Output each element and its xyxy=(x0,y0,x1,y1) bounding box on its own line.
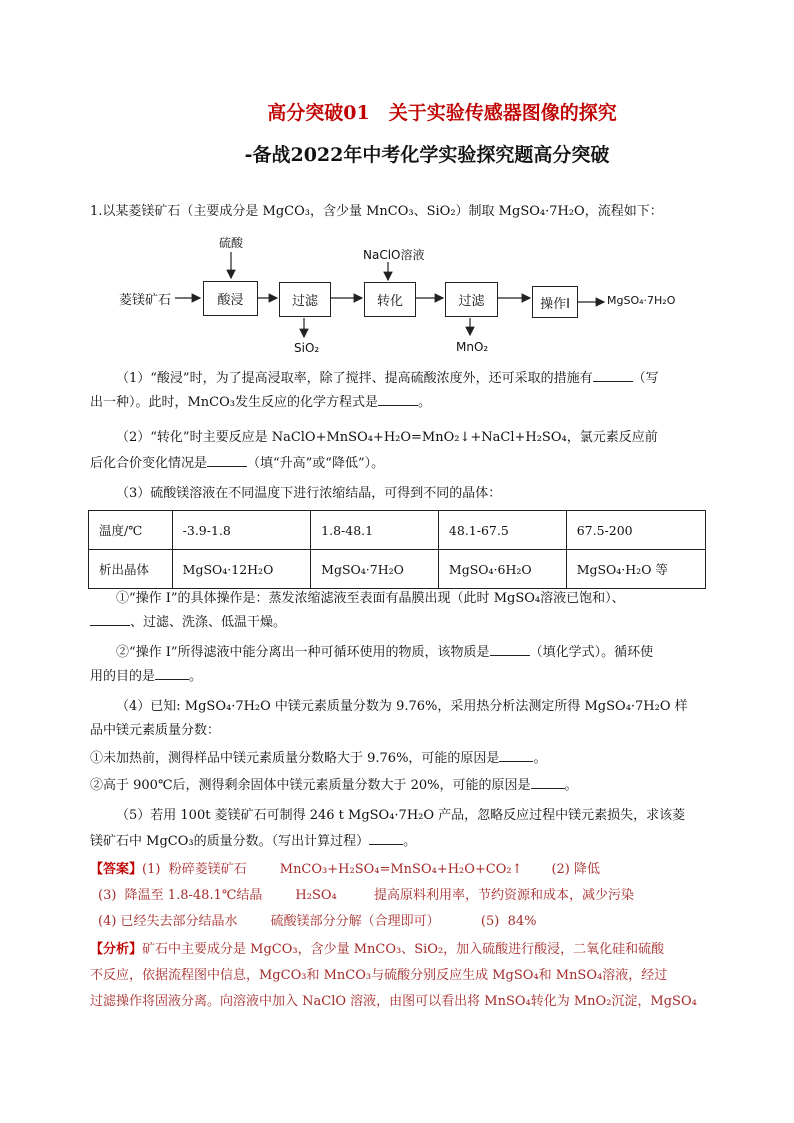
q3-2-blank-2[interactable] xyxy=(155,667,189,680)
table-cell: MgSO₄·6H₂O xyxy=(438,550,566,589)
question-intro: 1.以某菱镁矿石（主要成分是 MgCO₃，含少量 MnCO₃、SiO₂）制取 MgSO₄·7H₂O，流程如下： xyxy=(90,204,663,219)
q5-text-b: 镁矿石中 MgCO₃的质量分数。（写出计算过程） xyxy=(90,834,370,849)
question-3-2-cont xyxy=(90,667,706,687)
q4-1-text-a: ①未加热前，测得样品中镁元素质量分数略大于 9.76%，可能的原因是 xyxy=(90,751,500,766)
flow-sulfuric-acid-label: 硫酸 xyxy=(219,236,244,250)
q1-blank-2[interactable] xyxy=(378,393,418,406)
q1-blank-1[interactable] xyxy=(593,369,633,382)
question-4: （4）已知: MgSO₄·7H₂O 中镁元素质量分数为 9.76%，采用热分析法测定所得 MgSO₄·7H₂O 样 xyxy=(116,699,688,714)
question-1-cont xyxy=(90,393,706,413)
analysis-tag: 【分析】 xyxy=(90,942,143,957)
q4-1-text-b: 。 xyxy=(533,751,547,766)
q3-1-blank[interactable] xyxy=(90,613,130,626)
flow-naclo-label: NaClO溶液 xyxy=(363,248,425,262)
question-3-intro: （3）硫酸镁溶液在不同温度下进行浓缩结晶，可得到不同的晶体： xyxy=(116,486,502,501)
flow-product-label: MgSO₄·7H₂O xyxy=(607,294,676,307)
q5-blank[interactable] xyxy=(369,832,403,845)
crystal-table xyxy=(88,510,706,589)
answer-text-1: (1) 粉碎菱镁矿石 MnCO₃+H₂SO₄=MnSO₄+H₂O+CO₂↑ (2) 降低 xyxy=(142,862,600,877)
table-cell: MgSO₄·7H₂O xyxy=(311,550,439,589)
table-cell: 1.8-48.1 xyxy=(311,511,439,550)
question-3-1-cont xyxy=(90,613,706,633)
flow-step-acid-leach: 酸浸 xyxy=(203,281,258,316)
table-row xyxy=(89,511,706,550)
q3-1-text-b: 、过滤、洗涤、低温干燥。 xyxy=(130,615,287,630)
flow-step-filter-2: 过滤 xyxy=(445,282,498,317)
q2-text-c: （填“升高”或“降低”）。 xyxy=(247,456,385,471)
table-cell: MgSO₄·H₂O 等 xyxy=(566,550,705,589)
question-5: （5）若用 100t 菱镁矿石可制得 246 t MgSO₄·7H₂O 产品，忽略反应过程中镁元素损失，求该菱 xyxy=(116,808,686,823)
analysis-line-2: 不反应，依据流程图中信息，MgCO₃和 MnCO₃与硫酸分别反应生成 MgSO₄和 MnSO₄溶液，经过 xyxy=(90,968,668,983)
q3-2-text-b: （填化学式）。循环使 xyxy=(529,645,654,660)
question-4-1 xyxy=(90,749,706,769)
table-cell: 析出晶体 xyxy=(89,550,173,589)
question-2-cont xyxy=(90,454,706,474)
q1-text-c: 出一种）。此时，MnCO₃发生反应的化学方程式是 xyxy=(90,395,378,410)
answer-line-1 xyxy=(90,860,706,880)
flow-start-label: 菱镁矿石 xyxy=(119,293,172,308)
answer-tag: 【答案】 xyxy=(90,862,143,877)
analysis-line-1 xyxy=(90,940,706,960)
q2-blank[interactable] xyxy=(207,454,247,467)
table-cell: 48.1-67.5 xyxy=(438,511,566,550)
flow-step-filter-1: 过滤 xyxy=(279,282,331,317)
q3-2-text-a: ②“操作 I”所得滤液中能分离出一种可循环使用的物质，该物质是 xyxy=(116,645,490,660)
answer-line-2: (3) 降温至 1.8-48.1℃结晶 H₂SO₄ 提高原料利用率，节约资源和成本，减少污染 xyxy=(98,888,634,903)
analysis-line-3: 过滤操作将固液分离。向溶液中加入 NaClO 溶液，由图可以看出将 MnSO₄转化为 MnO₂沉淀，MgSO₄ xyxy=(90,994,697,1009)
q4-2-text-a: ②高于 900℃后，测得剩余固体中镁元素质量分数大于 20%，可能的原因是 xyxy=(90,778,531,793)
flow-sio2-label: SiO₂ xyxy=(294,341,320,355)
q4-2-blank[interactable] xyxy=(531,776,565,789)
question-5-cont xyxy=(90,832,706,852)
table-cell: 67.5-200 xyxy=(566,511,705,550)
question-3-1: ①“操作 I”的具体操作是：蒸发浓缩滤液至表面有晶膜出现（此时 MgSO₄溶液已饱和）、 xyxy=(116,591,625,606)
q3-2-text-d: 。 xyxy=(189,669,203,684)
flow-step-convert: 转化 xyxy=(364,282,416,317)
table-cell: 温度/℃ xyxy=(89,511,173,550)
answer-line-3: (4) 已经失去部分结晶水 硫酸镁部分分解（合理即可） (5) 84% xyxy=(98,914,537,929)
question-2: （2）“转化”时主要反应是 NaClO+MnSO₄+H₂O=MnO₂↓+NaCl+H₂SO₄，氯元素反应前 xyxy=(116,430,658,445)
flow-step-operation-1: 操作I xyxy=(532,286,578,318)
q2-text-b: 后化合价变化情况是 xyxy=(90,456,208,471)
table-row xyxy=(89,550,706,589)
q3-2-blank-1[interactable] xyxy=(490,643,530,656)
q3-2-text-c: 用的目的是 xyxy=(90,669,156,684)
question-4-cont: 品中镁元素质量分数： xyxy=(90,723,221,738)
q4-2-text-b: 。 xyxy=(564,778,578,793)
page-title: 高分突破01 关于实验传感器图像的探究 xyxy=(267,102,617,124)
table-cell: MgSO₄·12H₂O xyxy=(172,550,311,589)
table-cell: -3.9-1.8 xyxy=(172,511,311,550)
q1-text-a: （1）“酸浸”时，为了提高浸取率，除了搅拌、提高硫酸浓度外，还可采取的措施有 xyxy=(116,371,593,386)
question-3-2 xyxy=(90,643,706,663)
q4-1-blank[interactable] xyxy=(499,749,533,762)
q5-text-c: 。 xyxy=(403,834,417,849)
q1-text-d: 。 xyxy=(418,395,432,410)
analysis-text-1: 矿石中主要成分是 MgCO₃，含少量 MnCO₃、SiO₂，加入硫酸进行酸浸，二氧化硅和硫酸 xyxy=(142,942,665,957)
q1-text-b: （写 xyxy=(632,371,659,386)
question-4-2 xyxy=(90,776,706,796)
flow-mno2-label: MnO₂ xyxy=(456,340,489,354)
page-subtitle: -备战2022年中考化学实验探究题高分突破 xyxy=(244,144,610,166)
question-1 xyxy=(90,369,706,389)
